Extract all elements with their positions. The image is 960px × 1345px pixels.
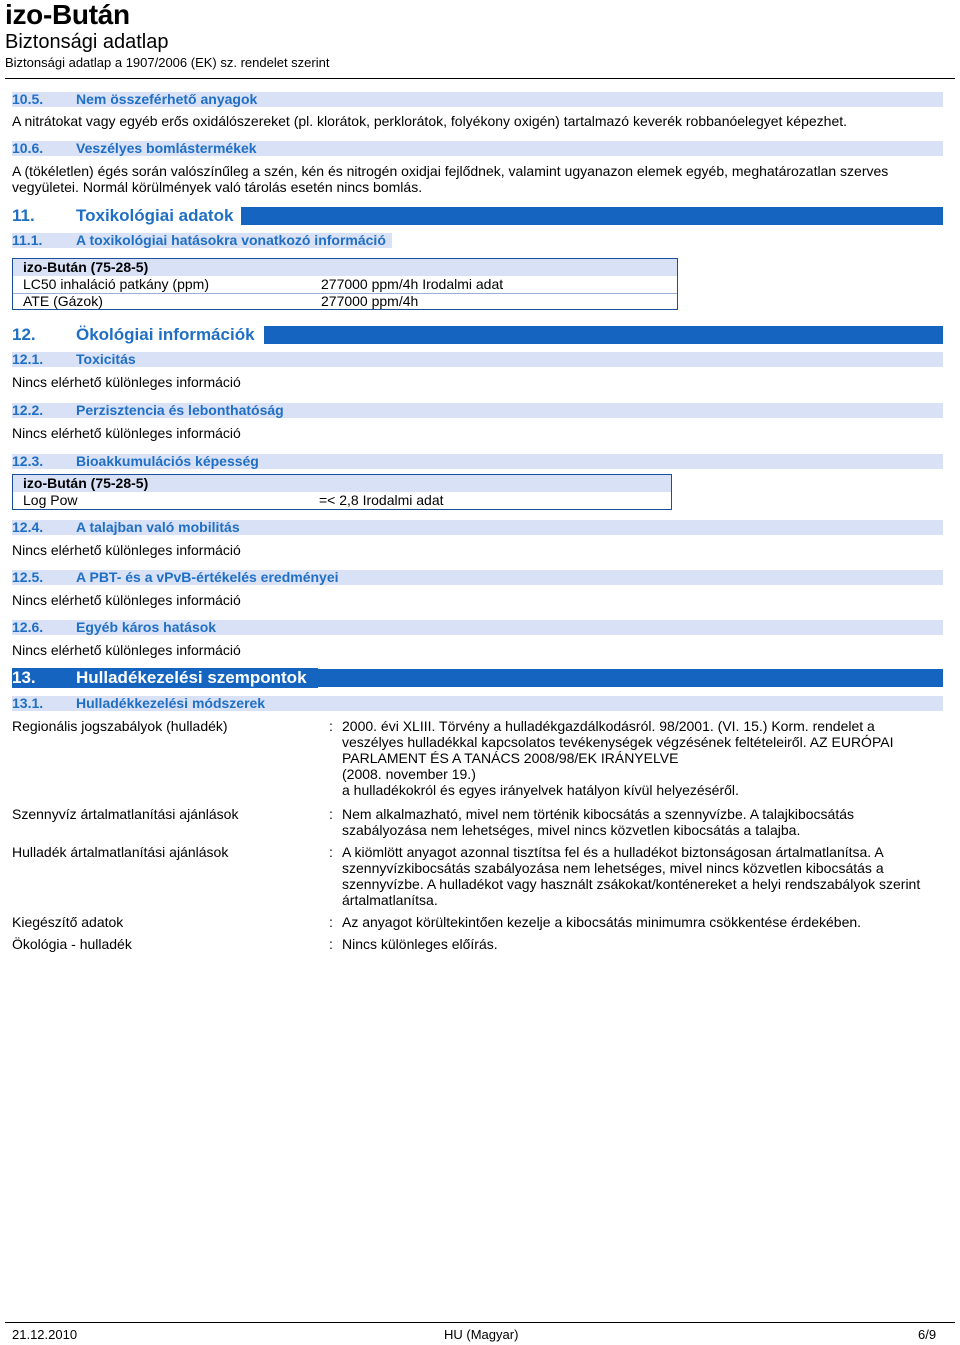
item-label: Ökológia - hulladék (12, 936, 132, 952)
document-subtitle: Biztonsági adatlap (5, 31, 169, 53)
document-header (5, 0, 329, 72)
section-12-5-text: Nincs elérhető különleges információ (12, 592, 241, 608)
row-label: ATE (Gázok) (23, 293, 103, 309)
section-10-5-text: A nitrátokat vagy egyéb erős oxidálószereket (pl. klorátok, perklorátok, folyékony oxigén) tartalmazó keverék robbanóelegyet képezhet. (12, 113, 848, 129)
section-12-label (12, 325, 264, 345)
section-12-2-text: Nincs elérhető különleges információ (12, 425, 241, 441)
item-colon: : (329, 914, 333, 930)
section-title: Toxikológiai adatok (76, 206, 234, 225)
value-line: szennyvízbe. A hulladékot vagy használt zsákokat/konténereket a helyi rendszabályok szerint (342, 876, 921, 892)
section-title: Toxicitás (76, 351, 136, 367)
table-row (13, 276, 677, 293)
section-12-1-heading (12, 352, 943, 367)
section-13-heading (12, 669, 943, 687)
section-number: 12.6. (12, 619, 44, 635)
section-title: A PBT- és a vPvB-értékelés eredményei (76, 569, 339, 585)
section-title: Hulladékezelési szempontok (76, 668, 307, 687)
value-line: PARLAMENT ÉS A TANÁCS 2008/98/EK IRÁNYELVE (342, 750, 679, 766)
section-10-6-text: A (tökéletlen) égés során valószínűleg a szén, kén és nitrogén oxidjai fejlődnek, valamint ugyanazon elemek egyéb, meghatározatlan szerves vegyületei. Normál körülmények való tárolás esetén nincs bomlás. (12, 163, 889, 195)
section-11-heading (12, 207, 943, 225)
section-number: 12.4. (12, 519, 44, 535)
section-title: Bioakkumulációs képesség (76, 453, 259, 469)
section-number: 11. (12, 206, 35, 225)
section-number: 12.2. (12, 402, 44, 418)
row-label: LC50 inhaláció patkány (ppm) (23, 276, 209, 292)
section-12-3-heading (12, 454, 943, 469)
section-number: 12. (12, 325, 36, 344)
section-number: 10.5. (12, 91, 44, 107)
item-label: Hulladék ártalmatlanítási ajánlások (12, 844, 229, 860)
header-divider (5, 78, 955, 79)
section-13-1-heading (12, 696, 943, 711)
value-line: a hulladékokról és egyes irányelvek hatályon kívül helyezéséről. (342, 782, 739, 798)
section-title: Hulladékkezelési módszerek (76, 695, 266, 711)
footer-date: 21.12.2010 (12, 1327, 78, 1342)
section-12-4-text: Nincs elérhető különleges információ (12, 542, 241, 558)
bioaccumulation-table (12, 474, 672, 510)
section-12-1-text: Nincs elérhető különleges információ (12, 374, 241, 390)
section-11-label (12, 206, 241, 226)
item-colon: : (329, 718, 333, 734)
value-line: ártalmatlanítsa. (342, 892, 438, 908)
value-line: veszélyes hulladékkal kapcsolatos tevékenységek végzésének feltételeiről. AZ EURÓPAI (342, 734, 894, 750)
section-12-6-heading (12, 620, 943, 635)
section-11-1-heading (12, 233, 943, 248)
table-row (13, 293, 677, 310)
item-label: Regionális jogszabályok (hulladék) (12, 718, 228, 734)
section-number: 13. (12, 668, 36, 687)
section-number: 12.1. (12, 351, 44, 367)
value-line: Nincs különleges előírás. (342, 936, 498, 952)
footer-language: HU (Magyar) (444, 1327, 519, 1342)
item-label: Kiegészítő adatok (12, 914, 124, 930)
item-colon: : (329, 936, 333, 952)
section-12-2-heading (12, 403, 943, 418)
section-number: 12.5. (12, 569, 44, 585)
value-line: szennyvízkibocsátás szabályozása nem lehetséges, mivel nincs közvetlen kibocsátás a (342, 860, 884, 876)
item-colon: : (329, 844, 333, 860)
value-line: Nem alkalmazható, mivel nem történik kibocsátás a szennyvízbe. A talajkibocsátás (342, 806, 855, 822)
section-number: 10.6. (12, 140, 44, 156)
value-line: 2000. évi XLIII. Törvény a hulladékgazdálkodásról. 98/2001. (VI. 15.) Korm. rendelet a (342, 718, 875, 734)
row-value: 277000 ppm/4h Irodalmi adat (321, 276, 504, 292)
section-12-6-text: Nincs elérhető különleges információ (12, 642, 241, 658)
value-line: A kiömlött anyagot azonnal tisztítsa fel és a hulladékot biztonságosan ártalmatlanítsa. A (342, 844, 884, 860)
footer-page-number: 6/9 (918, 1327, 937, 1342)
row-label: Log Pow (23, 492, 78, 508)
table-row (13, 492, 671, 509)
row-value: =< 2,8 Irodalmi adat (319, 492, 444, 508)
item-value (342, 936, 942, 952)
value-line: Az anyagot körültekintően kezelje a kibocsátás minimumra csökkentése érdekében. (342, 914, 862, 930)
section-title: A toxikológiai hatásokra vonatkozó információ (76, 232, 386, 248)
table-header: izo-Bután (75-28-5) (13, 475, 671, 492)
section-12-4-heading (12, 520, 943, 535)
section-title: Ökológiai információk (76, 325, 255, 344)
product-title: izo-Bután (5, 0, 130, 30)
section-number: 12.3. (12, 453, 44, 469)
section-number: 13.1. (12, 695, 44, 711)
section-number: 11.1. (12, 232, 43, 248)
section-title: Perzisztencia és lebonthatóság (76, 402, 284, 418)
item-value (342, 718, 942, 798)
section-title: Egyéb káros hatások (76, 619, 217, 635)
section-10-6-heading (12, 141, 943, 156)
section-12-5-heading (12, 570, 943, 585)
item-colon: : (329, 806, 333, 822)
footer-divider (5, 1322, 955, 1323)
section-12-heading (12, 326, 943, 344)
section-title: Nem összeférhető anyagok (76, 91, 258, 107)
item-value (342, 806, 942, 838)
section-title: Veszélyes bomlástermékek (76, 140, 257, 156)
section-10-5-heading (12, 92, 943, 107)
value-line: szabályozása nem lehetséges, mivel nincs közvetlen kibocsátás a talajba. (342, 822, 801, 838)
section-13-label (12, 668, 318, 688)
item-value (342, 844, 942, 908)
section-title: A talajban való mobilitás (76, 519, 240, 535)
toxicology-table (12, 258, 678, 310)
row-value: 277000 ppm/4h (321, 293, 419, 309)
value-line: (2008. november 19.) (342, 766, 476, 782)
item-value (342, 914, 942, 930)
table-header: izo-Bután (75-28-5) (13, 259, 677, 276)
item-label: Szennyvíz ártalmatlanítási ajánlások (12, 806, 239, 822)
regulation-line: Biztonsági adatlap a 1907/2006 (EK) sz. rendelet szerint (5, 55, 330, 70)
